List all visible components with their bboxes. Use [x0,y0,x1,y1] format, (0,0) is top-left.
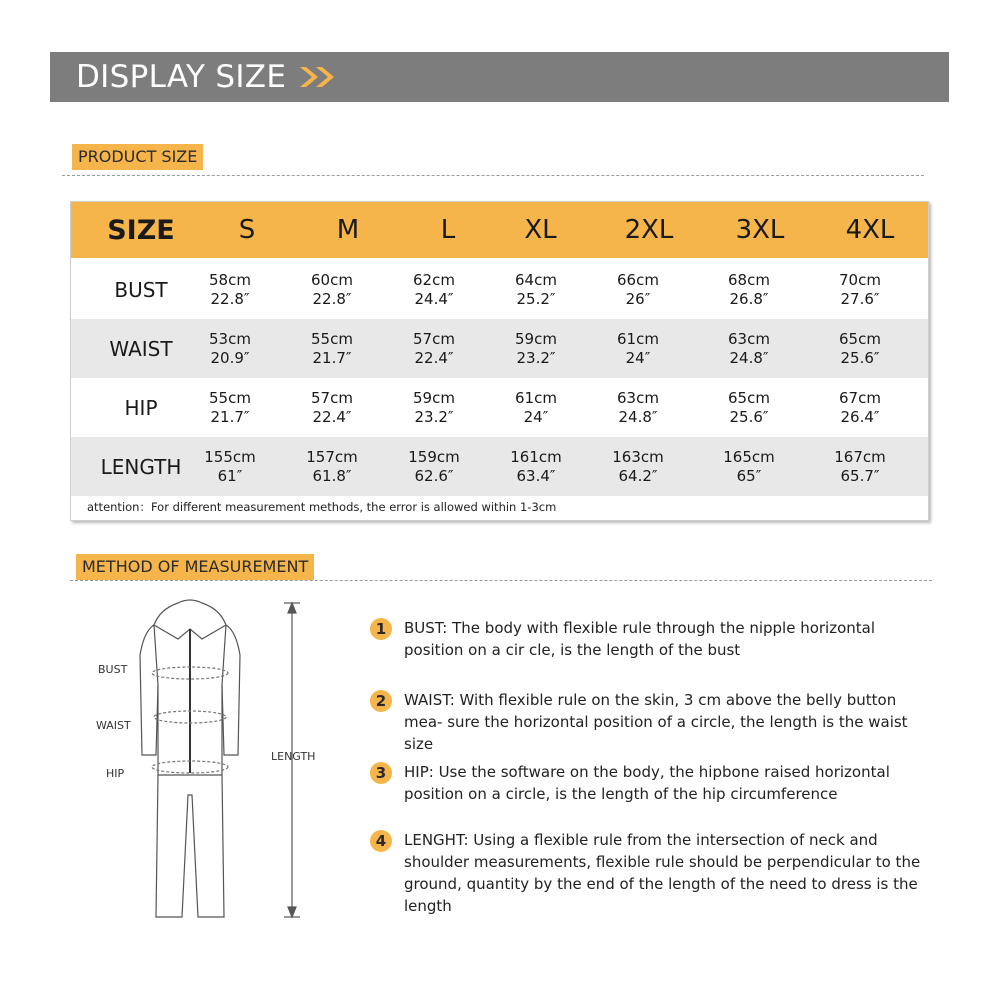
method-step-hip [370,761,940,805]
table-row [71,260,928,319]
step-number-badge: 1 [370,618,392,640]
banner-title: DISPLAY SIZE [76,59,287,95]
table-cell: 67cm 26.4″ [839,388,881,426]
table-cell: 65cm 25.6″ [728,388,770,426]
method-step-waist [370,689,940,755]
table-cell: 159cm 62.6″ [408,447,460,485]
row-label: HIP [124,395,158,420]
table-row [71,437,928,496]
figure-label-bust: BUST [98,663,128,676]
table-cell: 62cm 24.4″ [413,270,455,308]
table-cell: 60cm 22.8″ [311,270,353,308]
table-cell: 155cm 61″ [204,447,256,485]
table-cell: 66cm 26″ [617,270,659,308]
step-text: BUST: The body with flexible rule through the nipple horizontal position on a cir cle, is the length of the bust [404,619,876,659]
step-text: LENGHT: Using a flexible rule from the intersection of neck and shoulder measurements, flexible rule should be perpendicular to the ground, quantity by the end of the length of the need to dress is the length [404,831,921,915]
header-l: L [440,215,456,245]
table-cell: 57cm 22.4″ [413,329,455,367]
table-cell: 63cm 24.8″ [728,329,770,367]
row-label: BUST [114,277,168,302]
table-header-row [71,202,928,258]
table-cell: 165cm 65″ [723,447,775,485]
product-size-label: PRODUCT SIZE [72,144,203,170]
table-cell: 58cm 22.8″ [209,270,251,308]
table-cell: 59cm 23.2″ [515,329,557,367]
divider [70,580,932,581]
row-label: WAIST [109,336,173,361]
double-chevron-right-icon [298,64,340,90]
table-cell: 68cm 26.8″ [728,270,770,308]
display-size-banner [50,52,949,102]
table-cell: 64cm 25.2″ [515,270,557,308]
table-row [71,378,928,437]
table-cell: 57cm 22.4″ [311,388,353,426]
table-cell: 61cm 24″ [617,329,659,367]
header-s: S [238,215,256,245]
table-cell: 53cm 20.9″ [209,329,251,367]
header-m: M [336,215,360,245]
divider [62,175,924,176]
figure-label-length: LENGTH [271,750,316,763]
size-table [70,201,929,521]
table-cell: 163cm 64.2″ [612,447,664,485]
table-cell: 55cm 21.7″ [209,388,251,426]
table-cell: 61cm 24″ [515,388,557,426]
table-cell: 63cm 24.8″ [617,388,659,426]
header-4xl: 4XL [845,215,895,245]
step-number-badge: 4 [370,830,392,852]
table-cell: 157cm 61.8″ [306,447,358,485]
header-2xl: 2XL [624,215,674,245]
method-label: METHOD OF MEASUREMENT [76,554,314,580]
header-xl: XL [524,215,557,245]
row-label: LENGTH [100,454,182,479]
step-text: WAIST: With flexible rule on the skin, 3 cm above the belly button mea- sure the horizontal position of a circle, the length is the waist size [404,691,908,753]
method-step-length [370,829,940,917]
garment-figure [90,595,330,925]
step-number-badge: 2 [370,690,392,712]
figure-label-waist: WAIST [96,719,131,732]
header-3xl: 3XL [735,215,785,245]
method-step-bust [370,617,940,661]
table-cell: 167cm 65.7″ [834,447,886,485]
step-text: HIP: Use the software on the body, the hipbone raised horizontal position on a circle, is the length of the hip circumference [404,763,890,803]
table-cell: 59cm 23.2″ [413,388,455,426]
figure-label-hip: HIP [106,767,125,780]
table-cell: 161cm 63.4″ [510,447,562,485]
table-row [71,319,928,378]
table-cell: 55cm 21.7″ [311,329,353,367]
table-cell: 65cm 25.6″ [839,329,881,367]
table-cell: 70cm 27.6″ [839,270,881,308]
step-number-badge: 3 [370,762,392,784]
attention-note: attention：For different measurement methods, the error is allowed within 1-3cm [87,500,557,514]
header-size: SIZE [107,214,175,246]
